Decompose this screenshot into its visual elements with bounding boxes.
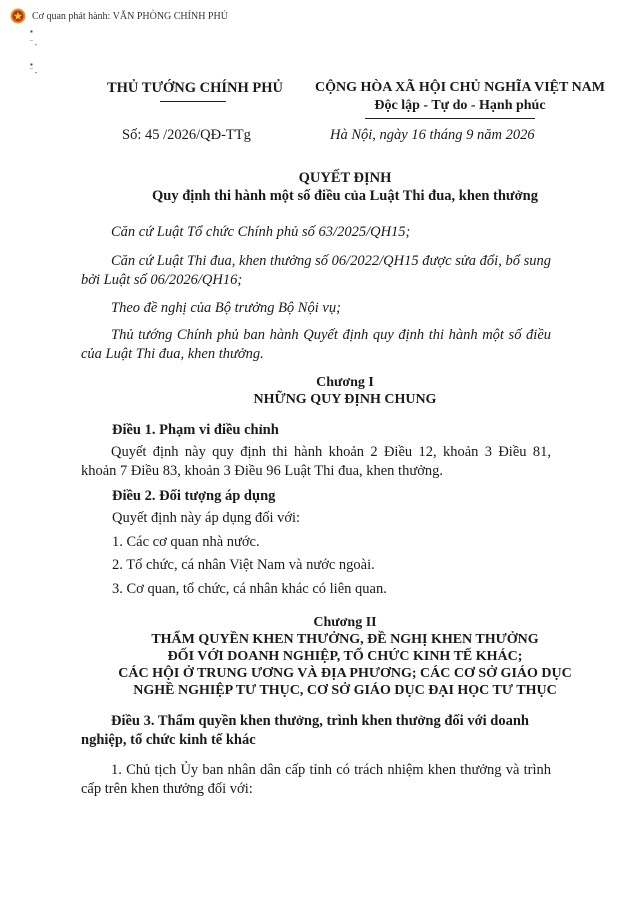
article-heading: Điều 2. Đối tượng áp dụng [112,488,276,504]
preamble-proposal: Theo đề nghị của Bộ trưởng Bộ Nội vụ; [111,300,341,316]
list-item: 1. Các cơ quan nhà nước. [112,534,260,550]
chapter-title: ĐỐI VỚI DOANH NGHIỆP, TỔ CHỨC KINH TẾ KHÁC; [167,649,523,664]
article-heading: Điều 3. Thẩm quyền khen thưởng, trình khen thưởng đối với doanh nghiệp, tổ chức kinh tế khác [81,713,529,748]
national-motto: Độc lập - Tự do - Hạnh phúc [374,98,546,113]
chapter-title: CÁC HỘI Ở TRUNG ƯƠNG VÀ ĐỊA PHƯƠNG; CÁC CƠ SỞ GIÁO DỤC [118,666,572,681]
document-subtitle: Quy định thi hành một số điều của Luật Thi đua, khen thưởng [152,188,538,204]
preamble-basis: Căn cứ Luật Tổ chức Chính phủ số 63/2025/QH15; [111,224,411,240]
preamble-basis: Căn cứ Luật Thi đua, khen thưởng số 06/2022/QH15 được sửa đổi, bổ sung bởi Luật số 06/2026/QH16; [81,253,551,288]
scan-mark: ▪ [30,27,33,36]
country-name: CỘNG HÒA XÃ HỘI CHỦ NGHĨA VIỆT NAM [314,80,605,95]
article-heading: Điều 1. Phạm vi điều chỉnh [112,422,279,438]
divider [365,118,535,119]
issuing-authority: THỦ TƯỚNG CHÍNH PHỦ [106,80,284,96]
preamble-promulgation: Thủ tướng Chính phủ ban hành Quyết định quy định thi hành một số điều của Luật Thi đua, khen thưởng. [81,327,551,362]
chapter-title: NGHỀ NGHIỆP TƯ THỤC, CƠ SỞ GIÁO DỤC ĐẠI HỌC TƯ THỤC [133,683,557,698]
divider [160,101,226,102]
place-date: Hà Nội, ngày 16 tháng 9 năm 2026 [330,127,535,143]
scan-mark: ‾ - [30,68,38,77]
article-text: Quyết định này áp dụng đối với: [112,510,301,526]
chapter-number: Chương II [313,615,377,630]
list-item: 2. Tổ chức, cá nhân Việt Nam và nước ngoài. [112,557,375,573]
chapter-title: NHỮNG QUY ĐỊNH CHUNG [253,392,437,407]
article-text: Quyết định này quy định thi hành khoản 2 Điều 12, khoản 3 Điều 81, khoản 7 Điều 83, khoản 3 Điều 96 Luật Thi đua, khen thưởng. [81,444,551,479]
scan-mark: ‾ - [30,40,38,49]
chapter-title: THẨM QUYỀN KHEN THƯỞNG, ĐỀ NGHỊ KHEN THƯỞNG [151,632,539,647]
chapter-number: Chương I [316,375,374,390]
scan-mark: ▪ [30,60,33,69]
document-number: Số: 45 /2026/QĐ-TTg [122,127,251,143]
national-emblem-icon [10,8,26,24]
list-item: 3. Cơ quan, tổ chức, cá nhân khác có liên quan. [112,581,387,597]
issuer-line [10,8,228,24]
document-title: QUYẾT ĐỊNH [298,170,392,186]
article-text: 1. Chủ tịch Ủy ban nhân dân cấp tỉnh có trách nhiệm khen thưởng và trình cấp trên khen thưởng đối với: [81,762,551,797]
issuer-label: Cơ quan phát hành: VĂN PHÒNG CHÍNH PHỦ [32,10,228,22]
